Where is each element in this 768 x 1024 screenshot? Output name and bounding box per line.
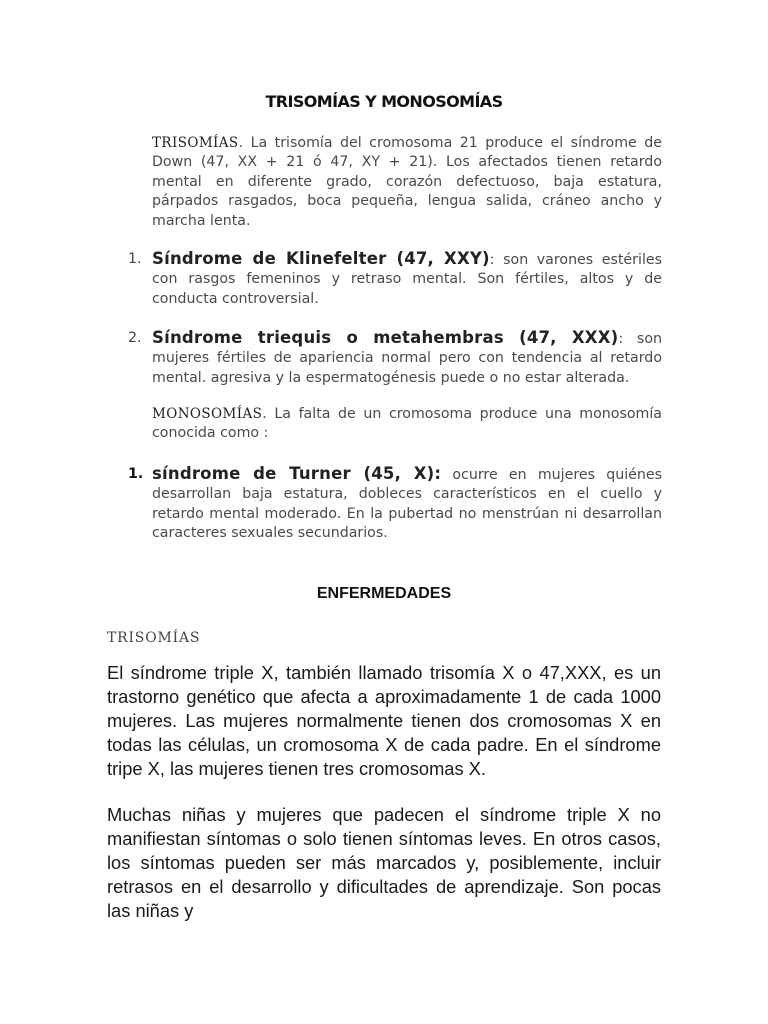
list-item-body [152, 328, 662, 388]
sub-heading-trisomias: TRISOMÍAS [107, 630, 201, 646]
trisomias-intro-text: . La trisomía del cromosoma 21 produce el síndrome de Down (47, XX + 21 ó 47, XY + 21). Los afectados tienen retardo mental en diferente grado, corazón defectuoso, baja estatura, párpados rasgados, boca pequeña, lengua salida, cráneo ancho y marcha lenta. [152, 135, 662, 229]
triequis-heading: Síndrome triequis o metahembras (47, XXX) [152, 328, 619, 347]
document-title: TRISOMÍAS Y MONOSOMÍAS [265, 92, 503, 111]
list-item-body [152, 464, 662, 544]
list-item-triequis [128, 328, 662, 388]
paragraph-triple-x-intro: El síndrome triple X, también llamado trisomía X o 47,XXX, es un trastorno genético que afecta a aproximadamente 1 de cada 1000 mujeres. Las mujeres normalmente tienen dos cromosomas X en todas las células, un cromosoma X de cada padre. En el síndrome tripe X, las mujeres tienen tres cromosomas X. [107, 662, 661, 779]
list-item-body [152, 249, 662, 309]
klinefelter-heading: Síndrome de Klinefelter (47, XXY) [152, 249, 490, 268]
triequis-text: : son mujeres fértiles de apariencia normal pero con tendencia al retardo mental. agresiva y la espermatogénesis puede o no estar alterada. [152, 331, 662, 386]
klinefelter-text: : son varones estériles con rasgos femeninos y retraso mental. Son fértiles, altos y de conducta controversial. [152, 252, 663, 307]
list-number: 1. [128, 251, 142, 267]
list-item-klinefelter [128, 249, 662, 309]
paragraph-triple-x-symptoms: Muchas niñas y mujeres que padecen el síndrome triple X no manifiestan síntomas o solo tienen síntomas leves. En otros casos, los síntomas pueden ser más marcados y, posiblemente, incluir retrasos en el desarrollo y dificultades de aprendizaje. Son pocas las niñas y [107, 804, 661, 921]
trisomias-intro-paragraph [152, 134, 662, 231]
monosomias-intro-text: . La falta de un cromosoma produce una monosomía conocida como : [152, 406, 662, 442]
list-item-turner [128, 464, 662, 544]
turner-heading: síndrome de Turner (45, X): [152, 464, 442, 483]
list-number: 2. [128, 330, 142, 346]
monosomias-intro-paragraph [152, 405, 662, 444]
monosomias-label: MONOSOMÍAS [152, 406, 263, 422]
list-number: 1. [128, 466, 144, 482]
section-title-enfermedades: ENFERMEDADES [316, 585, 452, 602]
turner-text: ocurre en mujeres quiénes desarrollan baja estatura, dobleces característicos en el cuello y retardo mental moderado. En la pubertad no menstrúan ni desarrollan caracteres sexuales secundarios. [152, 467, 662, 542]
trisomias-label: TRISOMÍAS [152, 135, 239, 151]
